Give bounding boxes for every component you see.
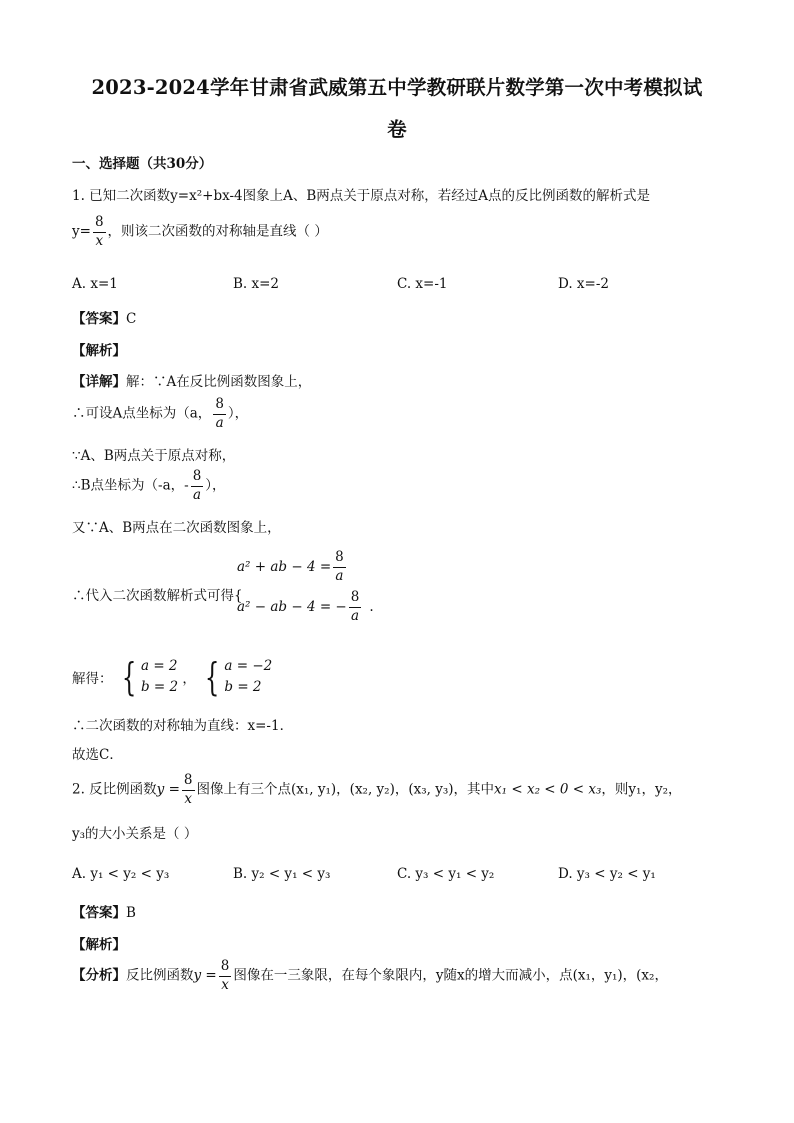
equation-row: [237, 587, 374, 627]
q1-fraction-den: x: [95, 232, 104, 249]
q1-conclusion: ∴二次函数的对称轴为直线：x=-1．: [72, 718, 294, 734]
q1-equation-system: [237, 547, 374, 627]
q2-condition: x₁ < x₂ < 0 < x₃: [494, 781, 602, 798]
fenxi-text: 图像在一三象限，在每个象限内，y随x的增大而减小，点(x₁，y₁)，(x₂，: [233, 967, 668, 984]
q2-fraction: [182, 774, 195, 806]
step3-den: a: [192, 486, 202, 503]
step1-num: 8: [213, 398, 226, 415]
solution-separator: ，: [182, 670, 196, 687]
step3-num: 8: [191, 470, 204, 487]
step1-prefix: ∴可设A点坐标为（a，: [72, 405, 212, 422]
fenxi-den: x: [221, 976, 229, 993]
q1-step4: 又∵A、B两点在二次函数图象上，: [72, 520, 281, 536]
q2-option-b: B. y₂ < y₁ < y₃: [233, 866, 331, 882]
q1-analysis-label: 【解析】: [72, 343, 126, 359]
sol1-a: a = 2: [140, 658, 178, 674]
q1-step1: [72, 398, 248, 430]
answer-label: 【答案】: [72, 311, 126, 327]
brace-icon: {: [121, 654, 137, 699]
step1-suffix: ），: [227, 405, 249, 422]
q1-fraction-num: 8: [93, 216, 106, 233]
q2-fenxi: [72, 960, 668, 992]
answer-value: B: [126, 905, 136, 921]
page-title-continued: 卷: [387, 118, 407, 141]
q2-num: 8: [182, 774, 195, 791]
eq1-fraction: [333, 551, 346, 583]
eq2-num: 8: [349, 591, 362, 608]
detail-text: 解：∵A在反比例函数图象上，: [126, 374, 312, 390]
q2-points: 图像上有三个点(x₁, y₁)，(x₂, y₂)，(x₃, y₃)，其中: [196, 781, 495, 798]
q1-choose: 故选C．: [72, 747, 123, 763]
step3-suffix: ），: [205, 477, 226, 494]
q2-prefix: 2. 反比例函数: [72, 781, 157, 798]
q1-step2: ∵A、B两点关于原点对称，: [72, 448, 236, 464]
q1-stem-tail: ，则该二次函数的对称轴是直线（ ）: [107, 223, 328, 240]
q1-answer: [72, 307, 136, 327]
sol2-a: a = −2: [224, 658, 273, 674]
step1-fraction: [213, 398, 226, 430]
q2-option-c: C. y₃ < y₁ < y₂: [397, 866, 495, 882]
answer-label: 【答案】: [72, 905, 126, 921]
detail-label: 【详解】: [72, 374, 126, 390]
brace-icon: {: [205, 654, 220, 699]
fenxi-num: 8: [219, 960, 232, 977]
solve-label: 解得：: [72, 670, 113, 687]
q1-y-equals: y=: [72, 223, 91, 240]
fenxi-fraction: [219, 960, 232, 992]
q2-func-y: y =: [156, 781, 180, 798]
sol1-b: b = 2: [140, 678, 179, 695]
q1-option-c: C. x=-1: [397, 276, 448, 292]
equation-row: [237, 547, 374, 587]
solution-system-1: [117, 656, 178, 698]
q1-option-a: A. x=1: [72, 276, 118, 292]
q1-step3: [72, 470, 226, 502]
q1-solution: [72, 656, 272, 698]
q2-den: x: [184, 790, 193, 807]
answer-value: C: [126, 311, 137, 327]
sol2-b: b = 2: [224, 678, 262, 695]
fenxi-func: y =: [193, 967, 217, 984]
q1-detail: [72, 370, 311, 390]
eq2-fraction: [349, 591, 362, 623]
q1-fraction: [93, 216, 106, 248]
solution-rows: [224, 656, 272, 698]
page-title: 2023-2024学年甘肃省武威第五中学教研联片数学第一次中考模拟试: [91, 76, 703, 99]
section-heading: 一、选择题（共30分）: [72, 156, 213, 172]
q2-stem-line2: y₃的大小关系是（ ）: [72, 826, 198, 842]
eq-period: .: [369, 599, 374, 615]
eq2-den: a: [351, 607, 360, 624]
q1-option-d: D. x=-2: [558, 276, 610, 292]
q2-stem: [72, 774, 681, 806]
q2-analysis-label: 【解析】: [72, 937, 126, 953]
q2-option-a: A. y₁ < y₂ < y₃: [72, 866, 170, 882]
eq1-den: a: [335, 567, 344, 584]
q1-step5: ∴代入二次函数解析式可得{: [72, 588, 243, 604]
q1-stem-line2: [72, 216, 328, 248]
step3-prefix: ∴B点坐标为（-a，-: [72, 477, 189, 494]
eq1-num: 8: [333, 551, 346, 568]
eq2-left: a² − ab − 4 = −: [237, 599, 347, 615]
fenxi-prefix: 反比例函数: [126, 967, 194, 984]
step1-den: a: [215, 414, 224, 431]
step3-fraction: [191, 470, 204, 502]
q1-stem: 1. 已知二次函数y=x²+bx-4图象上A、B两点关于原点对称，若经过A点的反比例函数的解析式是: [72, 188, 651, 204]
q2-option-d: D. y₃ < y₂ < y₁: [558, 866, 656, 882]
q1-option-b: B. x=2: [233, 276, 280, 292]
eq1-left: a² + ab − 4 =: [237, 559, 332, 575]
fenxi-label: 【分析】: [72, 967, 126, 984]
solution-rows: [141, 656, 178, 698]
q2-answer: [72, 901, 136, 921]
q2-text2: ，则y₁，y₂，: [601, 781, 682, 798]
solution-system-2: [200, 656, 272, 698]
